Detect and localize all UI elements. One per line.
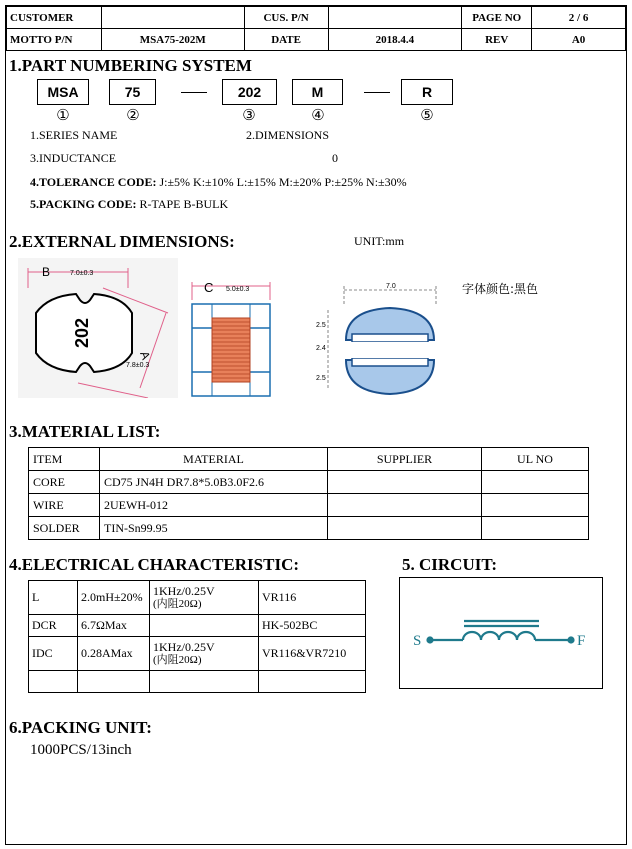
col-item: ITEM (29, 448, 100, 471)
col-supplier: SUPPLIER (328, 448, 482, 471)
top-view-drawing (18, 258, 178, 398)
condition-line-1: 1KHz/0.25V (153, 639, 215, 654)
cell-condition (150, 581, 259, 615)
cell-value: 2.0mH±20% (78, 581, 150, 615)
packing-code-label: 5.PACKING CODE: (30, 197, 137, 211)
table-row (29, 671, 366, 693)
dim-h2: 2.4 (316, 345, 326, 352)
dim-a: 7.8±0.3 (126, 362, 150, 369)
dim-h3: 2.5 (316, 375, 326, 382)
marker-2: ② (126, 108, 140, 124)
section5-title: 5. CIRCUIT: (402, 555, 498, 574)
cell-item: CORE (29, 471, 100, 494)
packing-line (30, 197, 228, 212)
cell-supplier (328, 471, 482, 494)
rev-label: REV (462, 29, 532, 51)
table-row (29, 637, 366, 671)
section2-title: 2.EXTERNAL DIMENSIONS: (9, 232, 235, 251)
marker-1: ① (56, 108, 70, 124)
label-b: B (42, 265, 51, 279)
electrical-table (28, 580, 366, 693)
dim-c: 5.0±0.3 (226, 286, 250, 293)
cell-condition (150, 671, 259, 693)
inductance-zero: 0 (332, 151, 338, 165)
table-row (29, 615, 366, 637)
table-row (29, 471, 589, 494)
cell-param: IDC (29, 637, 78, 671)
bottom-view-drawing (306, 278, 446, 403)
cell-value: 6.7ΩMax (78, 615, 150, 637)
col-ul-no: UL NO (482, 448, 589, 471)
cell-material: TIN-Sn99.95 (100, 517, 328, 540)
cell-ul-no (482, 517, 589, 540)
circuit-diagram (399, 577, 603, 689)
cell-supplier (328, 517, 482, 540)
cus-pn-value (328, 7, 462, 29)
dim-h1: 2.5 (316, 322, 326, 329)
condition-line-1: 1KHz/0.25V (153, 583, 215, 598)
cell-supplier (328, 494, 482, 517)
cell-value (78, 671, 150, 693)
table-row (29, 517, 589, 540)
inductance-label: 3.INDUCTANCE (30, 151, 117, 165)
condition-line-2: (内阻20Ω) (153, 597, 202, 610)
marker-3: ③ (242, 108, 256, 124)
label-a: A (137, 349, 154, 362)
material-header-row (29, 448, 589, 471)
part-box-series: MSA (37, 79, 89, 105)
section3-title: 3.MATERIAL LIST: (9, 422, 161, 441)
motto-pn-value: MSA75-202M (101, 29, 244, 51)
part-box-packing: R (401, 79, 453, 105)
cell-item: SOLDER (29, 517, 100, 540)
cell-material: CD75 JN4H DR7.8*5.0B3.0F2.6 (100, 471, 328, 494)
spec-sheet-page (5, 5, 627, 845)
cell-instrument (259, 671, 366, 693)
packing-unit-value: 1000PCS/13inch (30, 742, 132, 758)
unit-label: UNIT:mm (354, 234, 405, 248)
cell-param: DCR (29, 615, 78, 637)
cell-param (29, 671, 78, 693)
condition-line-2: (内阻20Ω) (153, 653, 202, 666)
part-marking: 202 (72, 317, 92, 349)
date-label: DATE (244, 29, 328, 51)
packing-code-values: R-TAPE B-BULK (136, 197, 229, 211)
dimensions-label: 2.DIMENSIONS (246, 128, 330, 142)
section6-title: 6.PACKING UNIT: (9, 718, 152, 737)
cell-value: 0.28AMax (78, 637, 150, 671)
page-no-value: 2 / 6 (532, 7, 626, 29)
marker-5: ⑤ (420, 108, 434, 124)
tolerance-code-label: 4.TOLERANCE CODE: (30, 175, 157, 189)
part-dash-2 (364, 92, 390, 93)
page-no-label: PAGE NO (462, 7, 532, 29)
cell-item: WIRE (29, 494, 100, 517)
label-c: C (204, 280, 214, 295)
cell-param: L (29, 581, 78, 615)
cell-condition (150, 637, 259, 671)
circuit-start-label: S (413, 633, 422, 649)
cell-instrument: HK-502BC (259, 615, 366, 637)
motto-pn-label: MOTTO P/N (7, 29, 102, 51)
section1-title: 1.PART NUMBERING SYSTEM (9, 56, 252, 75)
circuit-finish-label: F (577, 633, 586, 649)
cus-pn-label: CUS. P/N (244, 7, 328, 29)
col-material: MATERIAL (100, 448, 328, 471)
rev-value: A0 (532, 29, 626, 51)
cell-ul-no (482, 494, 589, 517)
material-table (28, 447, 589, 540)
section4-title: 4.ELECTRICAL CHARACTERISTIC: (9, 555, 300, 574)
part-dash-1 (181, 92, 207, 93)
date-value: 2018.4.4 (328, 29, 462, 51)
header-table (6, 6, 626, 51)
cell-instrument: VR116 (259, 581, 366, 615)
cell-instrument: VR116&VR7210 (259, 637, 366, 671)
part-box-size: 75 (109, 79, 156, 105)
cell-ul-no (482, 471, 589, 494)
side-view-drawing (186, 276, 281, 401)
table-row (29, 581, 366, 615)
table-row (29, 494, 589, 517)
dim-width: 7.0 (386, 283, 396, 290)
dim-b: 7.0±0.3 (70, 270, 94, 277)
tolerance-code-values: J:±5% K:±10% L:±15% M:±20% P:±25% N:±30% (156, 175, 407, 189)
font-color-note: 字体颜色:黑色 (462, 282, 539, 296)
cell-material: 2UEWH-012 (100, 494, 328, 517)
marker-4: ④ (311, 108, 325, 124)
customer-value (101, 7, 244, 29)
part-box-tolerance: M (292, 79, 343, 105)
cell-condition (150, 615, 259, 637)
series-name-label: 1.SERIES NAME (30, 128, 118, 142)
customer-label: CUSTOMER (7, 7, 102, 29)
tolerance-line (30, 175, 407, 190)
part-box-inductance: 202 (222, 79, 277, 105)
